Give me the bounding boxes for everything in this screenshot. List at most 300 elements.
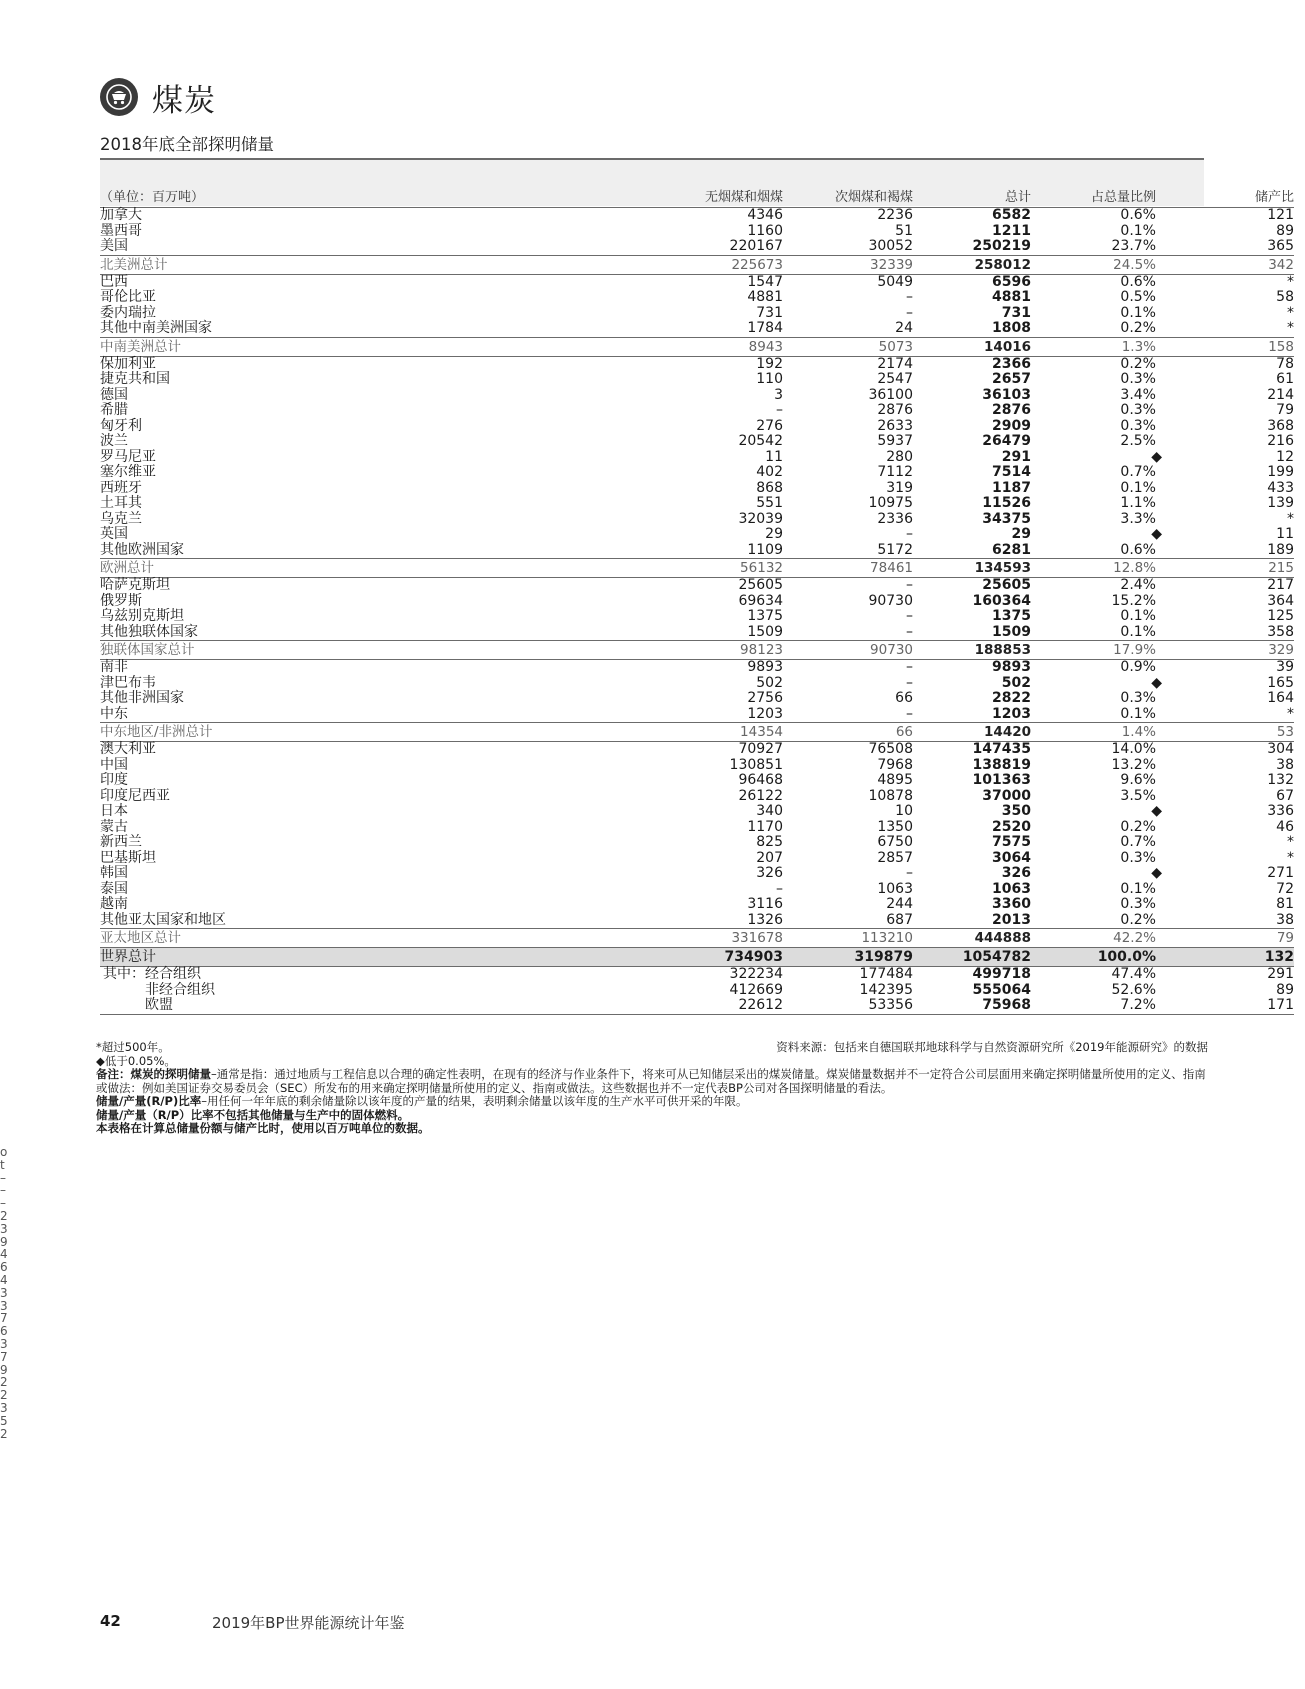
total: 2822	[992, 690, 1031, 706]
unit-label: （单位：百万吨）	[100, 188, 472, 208]
anthracite-bituminous: 868	[756, 479, 783, 496]
share-of-total: 0.6%	[1120, 541, 1156, 558]
row-label: 印度	[100, 772, 128, 788]
group-label: 欧盟	[145, 997, 173, 1013]
row-label: 希腊	[100, 402, 128, 418]
margin-mark: 6	[0, 1324, 8, 1339]
row-label: 蒙古	[100, 818, 128, 835]
rp-ratio: 38	[1276, 911, 1294, 928]
anthracite-bituminous: 220167	[729, 238, 783, 254]
share-of-total: 0.5%	[1120, 289, 1156, 305]
total: 36103	[982, 386, 1031, 403]
share-of-total: 0.6%	[1120, 207, 1156, 223]
row-label: 其他欧洲国家	[100, 541, 184, 558]
margin-mark: 7	[0, 1349, 8, 1364]
share-of-total: 47.4%	[1111, 966, 1156, 982]
table-row	[100, 481, 1294, 497]
rp-ratio: *	[1287, 273, 1294, 290]
total: 1054782	[913, 948, 1031, 967]
rp-ratio: 89	[1276, 981, 1294, 998]
table-row	[100, 866, 1294, 882]
share-of-total: 0.7%	[1120, 834, 1156, 850]
table-row	[100, 897, 1294, 913]
rp-ratio: 158	[1162, 337, 1294, 356]
subbituminous-lignite: –	[906, 705, 913, 722]
total: 4881	[992, 289, 1031, 305]
row-label: 塞尔维亚	[100, 464, 156, 480]
note-solid-fuels: 储量/产量（R/P）比率不包括其他储量与生产中的固体燃料。	[96, 1107, 410, 1122]
anthracite-bituminous: 8943	[472, 337, 783, 356]
share-of-total: 0.2%	[1120, 818, 1156, 835]
total: 2520	[992, 818, 1031, 835]
anthracite-bituminous: 734903	[472, 948, 783, 967]
share-of-total: 0.9%	[1120, 659, 1156, 675]
anthracite-bituminous: 110	[756, 371, 783, 387]
anthracite-bituminous: 32039	[738, 510, 783, 527]
subbituminous-lignite: 10975	[868, 495, 913, 511]
margin-mark: 4	[0, 1247, 8, 1262]
subbituminous-lignite: 5937	[877, 433, 913, 449]
anthracite-bituminous: 3	[774, 386, 783, 403]
margin-mark: 3	[0, 1221, 8, 1236]
anthracite-bituminous: 731	[756, 304, 783, 321]
share-of-total: 14.0%	[1111, 741, 1156, 757]
margin-mark: 4	[0, 1272, 8, 1287]
margin-mark: 3	[0, 1400, 8, 1415]
row-label: 西班牙	[100, 479, 142, 496]
rp-ratio: 132	[1267, 772, 1294, 788]
margin-mark: 3	[0, 1336, 8, 1351]
table-row	[100, 224, 1294, 240]
total: 1203	[992, 705, 1031, 722]
table-row	[100, 434, 1294, 450]
row-label: 中南美洲总计	[100, 337, 472, 356]
subbituminous-lignite: –	[906, 526, 913, 542]
total: 147435	[972, 741, 1031, 757]
total: 6582	[992, 207, 1031, 223]
total: 188853	[913, 641, 1031, 660]
share-of-total: 2.5%	[1120, 433, 1156, 449]
share-of-total: 0.2%	[1120, 320, 1156, 336]
total: 134593	[913, 559, 1031, 578]
anthracite-bituminous: 322234	[729, 966, 783, 982]
share-of-total: 1.3%	[1031, 337, 1162, 356]
table-row	[100, 543, 1294, 559]
rp-ratio: 38	[1276, 756, 1294, 773]
note-star: *超过500年。	[96, 1040, 170, 1054]
page-title: 煤炭	[152, 82, 216, 119]
table-title: 2018年底全部探明储量	[100, 135, 274, 154]
row-label: 韩国	[100, 865, 128, 881]
rp-ratio: 39	[1276, 659, 1294, 675]
row-label: 加拿大	[100, 207, 142, 223]
row-label: 其他独联体国家	[100, 623, 198, 640]
share-of-total: 0.1%	[1120, 880, 1156, 897]
table-row	[100, 274, 1294, 290]
anthracite-bituminous: 29	[765, 526, 783, 542]
row-label: 委内瑞拉	[100, 304, 156, 321]
share-of-total: 0.3%	[1120, 417, 1156, 434]
share-of-total: ◆	[1151, 448, 1162, 465]
total: 2366	[992, 355, 1031, 372]
subtotal-row	[100, 641, 1294, 660]
share-of-total: 0.1%	[1120, 304, 1156, 321]
total: 6281	[992, 541, 1031, 558]
subbituminous-lignite: –	[906, 608, 913, 624]
share-of-total: 52.6%	[1111, 981, 1156, 998]
share-of-total: 0.1%	[1120, 623, 1156, 640]
of-which-row	[100, 983, 1294, 999]
subbituminous-lignite: 10878	[868, 787, 913, 804]
anthracite-bituminous: –	[776, 880, 783, 897]
row-label	[100, 998, 472, 1014]
row-label: 捷克共和国	[100, 371, 170, 387]
note-text: –用任何一年年底的剩余储量除以该年度的产量的结果，表明剩余储量以该年度的生产水平可供开采的年限。	[201, 1094, 748, 1108]
anthracite-bituminous: 1109	[747, 541, 783, 558]
share-of-total: 0.1%	[1120, 608, 1156, 624]
rp-ratio: 139	[1267, 495, 1294, 511]
anthracite-bituminous: 402	[756, 464, 783, 480]
table-row	[100, 804, 1294, 820]
anthracite-bituminous: 331678	[472, 929, 783, 948]
rp-ratio: 12	[1276, 448, 1294, 465]
row-label: 南非	[100, 659, 128, 675]
total: 3064	[992, 849, 1031, 866]
subtotal-row	[100, 337, 1294, 356]
total: 250219	[972, 238, 1031, 254]
subbituminous-lignite: 142395	[859, 981, 913, 998]
subbituminous-lignite: –	[906, 865, 913, 881]
margin-mark: 6	[0, 1260, 8, 1275]
share-of-total: 12.8%	[1031, 559, 1162, 578]
subbituminous-lignite: 244	[886, 896, 913, 912]
table-row	[100, 496, 1294, 512]
table-row	[100, 290, 1294, 306]
rp-ratio: 121	[1267, 207, 1294, 223]
rp-ratio: 61	[1276, 371, 1294, 387]
total: 499718	[972, 966, 1031, 982]
anthracite-bituminous: 26122	[738, 787, 783, 804]
anthracite-bituminous: 9893	[747, 659, 783, 675]
row-label: 世界总计	[100, 948, 472, 967]
subbituminous-lignite: 319	[886, 479, 913, 496]
subbituminous-lignite: 319879	[783, 948, 913, 967]
margin-mark: –	[0, 1196, 6, 1211]
total: 37000	[982, 787, 1031, 804]
row-label: 罗马尼亚	[100, 448, 156, 465]
subbituminous-lignite: 4895	[877, 772, 913, 788]
row-label: 哥伦比亚	[100, 289, 156, 305]
subbituminous-lignite: 66	[783, 723, 913, 742]
table-row	[100, 465, 1294, 481]
total: 1211	[992, 222, 1031, 239]
table-row	[100, 913, 1294, 929]
rp-ratio: 291	[1267, 966, 1294, 982]
table-row	[100, 372, 1294, 388]
row-label: 印度尼西亚	[100, 787, 170, 804]
rp-ratio: *	[1287, 320, 1294, 336]
anthracite-bituminous: 25605	[738, 577, 783, 593]
rp-ratio: 336	[1267, 803, 1294, 819]
rp-ratio: 304	[1267, 741, 1294, 757]
margin-mark: 3	[0, 1298, 8, 1313]
subbituminous-lignite: 1063	[877, 880, 913, 897]
rp-ratio: 342	[1162, 255, 1294, 274]
note-rp-ratio	[96, 1095, 1208, 1109]
table-row	[100, 239, 1294, 255]
note-label: 备注：煤炭的探明储量	[96, 1067, 211, 1081]
rp-ratio: 364	[1267, 592, 1294, 609]
subbituminous-lignite: 2633	[877, 417, 913, 434]
margin-mark: 3	[0, 1285, 8, 1300]
rp-ratio: 72	[1276, 880, 1294, 897]
of-which-label: 其中：	[103, 966, 145, 982]
share-of-total: 0.3%	[1120, 849, 1156, 866]
subbituminous-lignite: –	[906, 659, 913, 675]
anthracite-bituminous: 340	[756, 803, 783, 819]
note-diamond: ◆低于0.05%。	[96, 1053, 176, 1068]
share-of-total: 0.3%	[1120, 690, 1156, 706]
row-label: 亚太地区总计	[100, 929, 472, 948]
total: 2876	[992, 402, 1031, 418]
subbituminous-lignite: 10	[895, 803, 913, 819]
row-label: 巴基斯坦	[100, 849, 156, 866]
table-row	[100, 306, 1294, 322]
table-row	[100, 773, 1294, 789]
subbituminous-lignite: 2174	[877, 355, 913, 372]
subbituminous-lignite: 2876	[877, 402, 913, 418]
subbituminous-lignite: 78461	[783, 559, 913, 578]
publication-title: 2019年BP世界能源统计年鉴	[212, 1614, 405, 1632]
table-row	[100, 707, 1294, 723]
subbituminous-lignite: 5172	[877, 541, 913, 558]
rp-ratio: 165	[1267, 674, 1294, 691]
table-row	[100, 594, 1294, 610]
anthracite-bituminous: 825	[756, 834, 783, 850]
subbituminous-lignite: 2336	[877, 510, 913, 527]
row-label: 新西兰	[100, 834, 142, 850]
table-row	[100, 208, 1294, 224]
rp-ratio: *	[1287, 849, 1294, 866]
total: 1187	[992, 479, 1031, 496]
anthracite-bituminous: 69634	[738, 592, 783, 609]
anthracite-bituminous: 11	[765, 448, 783, 465]
row-label: 匈牙利	[100, 417, 142, 434]
anthracite-bituminous: 22612	[472, 998, 783, 1014]
anthracite-bituminous: 4881	[747, 289, 783, 305]
column-header: 无烟煤和烟煤	[472, 188, 783, 208]
margin-mark: 2	[0, 1388, 8, 1403]
share-of-total: 0.7%	[1120, 464, 1156, 480]
share-of-total: 9.6%	[1120, 772, 1156, 788]
subbituminous-lignite: 76508	[868, 741, 913, 757]
row-label: 中东	[100, 705, 128, 722]
total: 3360	[992, 896, 1031, 912]
share-of-total: 0.1%	[1120, 479, 1156, 496]
anthracite-bituminous: 98123	[472, 641, 783, 660]
coal-mine-cart-icon	[100, 78, 138, 116]
anthracite-bituminous: 551	[756, 495, 783, 511]
row-label: 哈萨克斯坦	[100, 577, 170, 593]
rp-ratio: 132	[1162, 948, 1294, 967]
margin-mark: 9	[0, 1362, 8, 1377]
rp-ratio: 329	[1162, 641, 1294, 660]
subbituminous-lignite: –	[906, 304, 913, 321]
share-of-total: 13.2%	[1111, 756, 1156, 773]
row-label: 英国	[100, 526, 128, 542]
share-of-total: 2.4%	[1120, 577, 1156, 593]
subtotal-row	[100, 559, 1294, 578]
total: 14016	[913, 337, 1031, 356]
total: 350	[1001, 803, 1031, 819]
row-label: 乌兹别克斯坦	[100, 608, 184, 624]
rp-ratio: 164	[1267, 690, 1294, 706]
rp-ratio: 79	[1276, 402, 1294, 418]
note-text: –通常是指：通过地质与工程信息以合理的确定性表明，在现有的经济与作业条件下，将来可从已知储层采出的煤炭储量。煤炭储量数据并不一定符合公司层面用来确定探明储量所使用的定义、指南或做法：例如美国证券交易委员会（SEC）所发布的用来确定探明储量所使用的定义、指南或做法。这些数据也并不一定代表BP公司对各国探明储量的看法。	[96, 1067, 1206, 1095]
anthracite-bituminous: 276	[756, 417, 783, 434]
share-of-total: ◆	[1151, 865, 1162, 881]
total: 25605	[982, 577, 1031, 593]
rp-ratio: 79	[1162, 929, 1294, 948]
table-row	[100, 609, 1294, 625]
subbituminous-lignite: 1350	[877, 818, 913, 835]
anthracite-bituminous: 70927	[738, 741, 783, 757]
note-label: 储量/产量(R/P)比率	[96, 1094, 202, 1108]
table-row	[100, 388, 1294, 404]
rp-ratio: 365	[1267, 238, 1294, 254]
share-of-total: 3.3%	[1120, 510, 1156, 527]
row-label: 保加利亚	[100, 355, 156, 372]
share-of-total: 17.9%	[1031, 641, 1162, 660]
row-label: 波兰	[100, 433, 128, 449]
subbituminous-lignite: 2236	[877, 207, 913, 223]
row-label	[100, 983, 472, 999]
anthracite-bituminous: 326	[756, 865, 783, 881]
total: 9893	[992, 659, 1031, 675]
rp-ratio: 78	[1276, 355, 1294, 372]
rp-ratio: 216	[1267, 433, 1294, 449]
group-label: 经合组织	[145, 966, 201, 982]
subbituminous-lignite: 2547	[877, 371, 913, 387]
subbituminous-lignite: 5073	[783, 337, 913, 356]
share-of-total: 0.3%	[1120, 371, 1156, 387]
total: 555064	[972, 981, 1031, 998]
share-of-total: 0.2%	[1120, 911, 1156, 928]
subbituminous-lignite: 90730	[783, 641, 913, 660]
anthracite-bituminous: 14354	[472, 723, 783, 742]
row-label: 俄罗斯	[100, 592, 142, 609]
table-row	[100, 676, 1294, 692]
share-of-total: 7.2%	[1031, 998, 1162, 1014]
rp-ratio: 199	[1267, 464, 1294, 480]
share-of-total: 100.0%	[1031, 948, 1162, 967]
anthracite-bituminous: 1509	[747, 623, 783, 640]
rp-ratio: 271	[1267, 865, 1294, 881]
subbituminous-lignite: 2857	[877, 849, 913, 866]
share-of-total: 42.2%	[1031, 929, 1162, 948]
total: 6596	[992, 273, 1031, 290]
subbituminous-lignite: 7968	[877, 756, 913, 773]
total: 502	[1001, 674, 1031, 691]
subbituminous-lignite: 66	[895, 690, 913, 706]
anthracite-bituminous: 56132	[472, 559, 783, 578]
margin-marks	[0, 1146, 12, 1440]
table-row	[100, 660, 1294, 676]
row-label: 泰国	[100, 880, 128, 897]
row-label: 北美洲总计	[100, 255, 472, 274]
total: 138819	[972, 756, 1031, 773]
total: 29	[1011, 526, 1031, 542]
table-row	[100, 882, 1294, 898]
margin-mark: o	[0, 1145, 8, 1159]
total: 101363	[972, 772, 1031, 788]
rp-ratio: 171	[1162, 998, 1294, 1014]
source-note: 资料来源：包括来自德国联邦地球科学与自然资源研究所《2019年能源研究》的数据	[776, 1040, 1208, 1054]
share-of-total: 0.1%	[1120, 705, 1156, 722]
table-row	[100, 789, 1294, 805]
anthracite-bituminous: 207	[756, 849, 783, 866]
row-label: 巴西	[100, 273, 128, 290]
margin-mark: –	[0, 1170, 6, 1185]
row-label: 墨西哥	[100, 222, 142, 239]
anthracite-bituminous: 1326	[747, 911, 783, 928]
column-header: 储产比	[1162, 188, 1294, 208]
margin-mark: –	[0, 1183, 6, 1198]
row-label: 其他中南美洲国家	[100, 320, 212, 336]
subbituminous-lignite: 30052	[868, 238, 913, 254]
total: 75968	[913, 998, 1031, 1014]
anthracite-bituminous: 1547	[747, 273, 783, 290]
rp-ratio: 58	[1276, 289, 1294, 305]
table-row	[100, 419, 1294, 435]
total: 326	[1001, 865, 1031, 881]
margin-mark: 9	[0, 1234, 8, 1249]
of-which-row	[100, 998, 1294, 1014]
of-which-row	[100, 967, 1294, 983]
subbituminous-lignite: 177484	[859, 966, 913, 982]
page-header	[100, 72, 216, 122]
total: 1375	[992, 608, 1031, 624]
row-label: 中东地区/非洲总计	[100, 723, 472, 742]
anthracite-bituminous: 1160	[747, 222, 783, 239]
subtotal-row	[100, 255, 1294, 274]
rp-ratio: 81	[1276, 896, 1294, 912]
table-row	[100, 321, 1294, 337]
share-of-total: 0.2%	[1120, 355, 1156, 372]
anthracite-bituminous: 130851	[729, 756, 783, 773]
table-header-row	[100, 188, 1294, 208]
row-label: 中国	[100, 756, 128, 773]
share-of-total: 1.4%	[1031, 723, 1162, 742]
table-row	[100, 835, 1294, 851]
share-of-total: ◆	[1151, 674, 1162, 691]
rp-ratio: 215	[1162, 559, 1294, 578]
rp-ratio: 125	[1267, 608, 1294, 624]
table-row	[100, 512, 1294, 528]
column-header: 次烟煤和褐煤	[783, 188, 913, 208]
margin-mark: t	[0, 1157, 5, 1172]
total: 1808	[992, 320, 1031, 336]
anthracite-bituminous: 3116	[747, 896, 783, 912]
anthracite-bituminous: 502	[756, 674, 783, 691]
subbituminous-lignite: 280	[886, 448, 913, 465]
table-row	[100, 691, 1294, 707]
share-of-total: 3.5%	[1120, 787, 1156, 804]
group-label: 非经合组织	[145, 981, 215, 998]
total: 2909	[992, 417, 1031, 434]
row-label: 津巴布韦	[100, 674, 156, 691]
total: 2013	[992, 911, 1031, 928]
